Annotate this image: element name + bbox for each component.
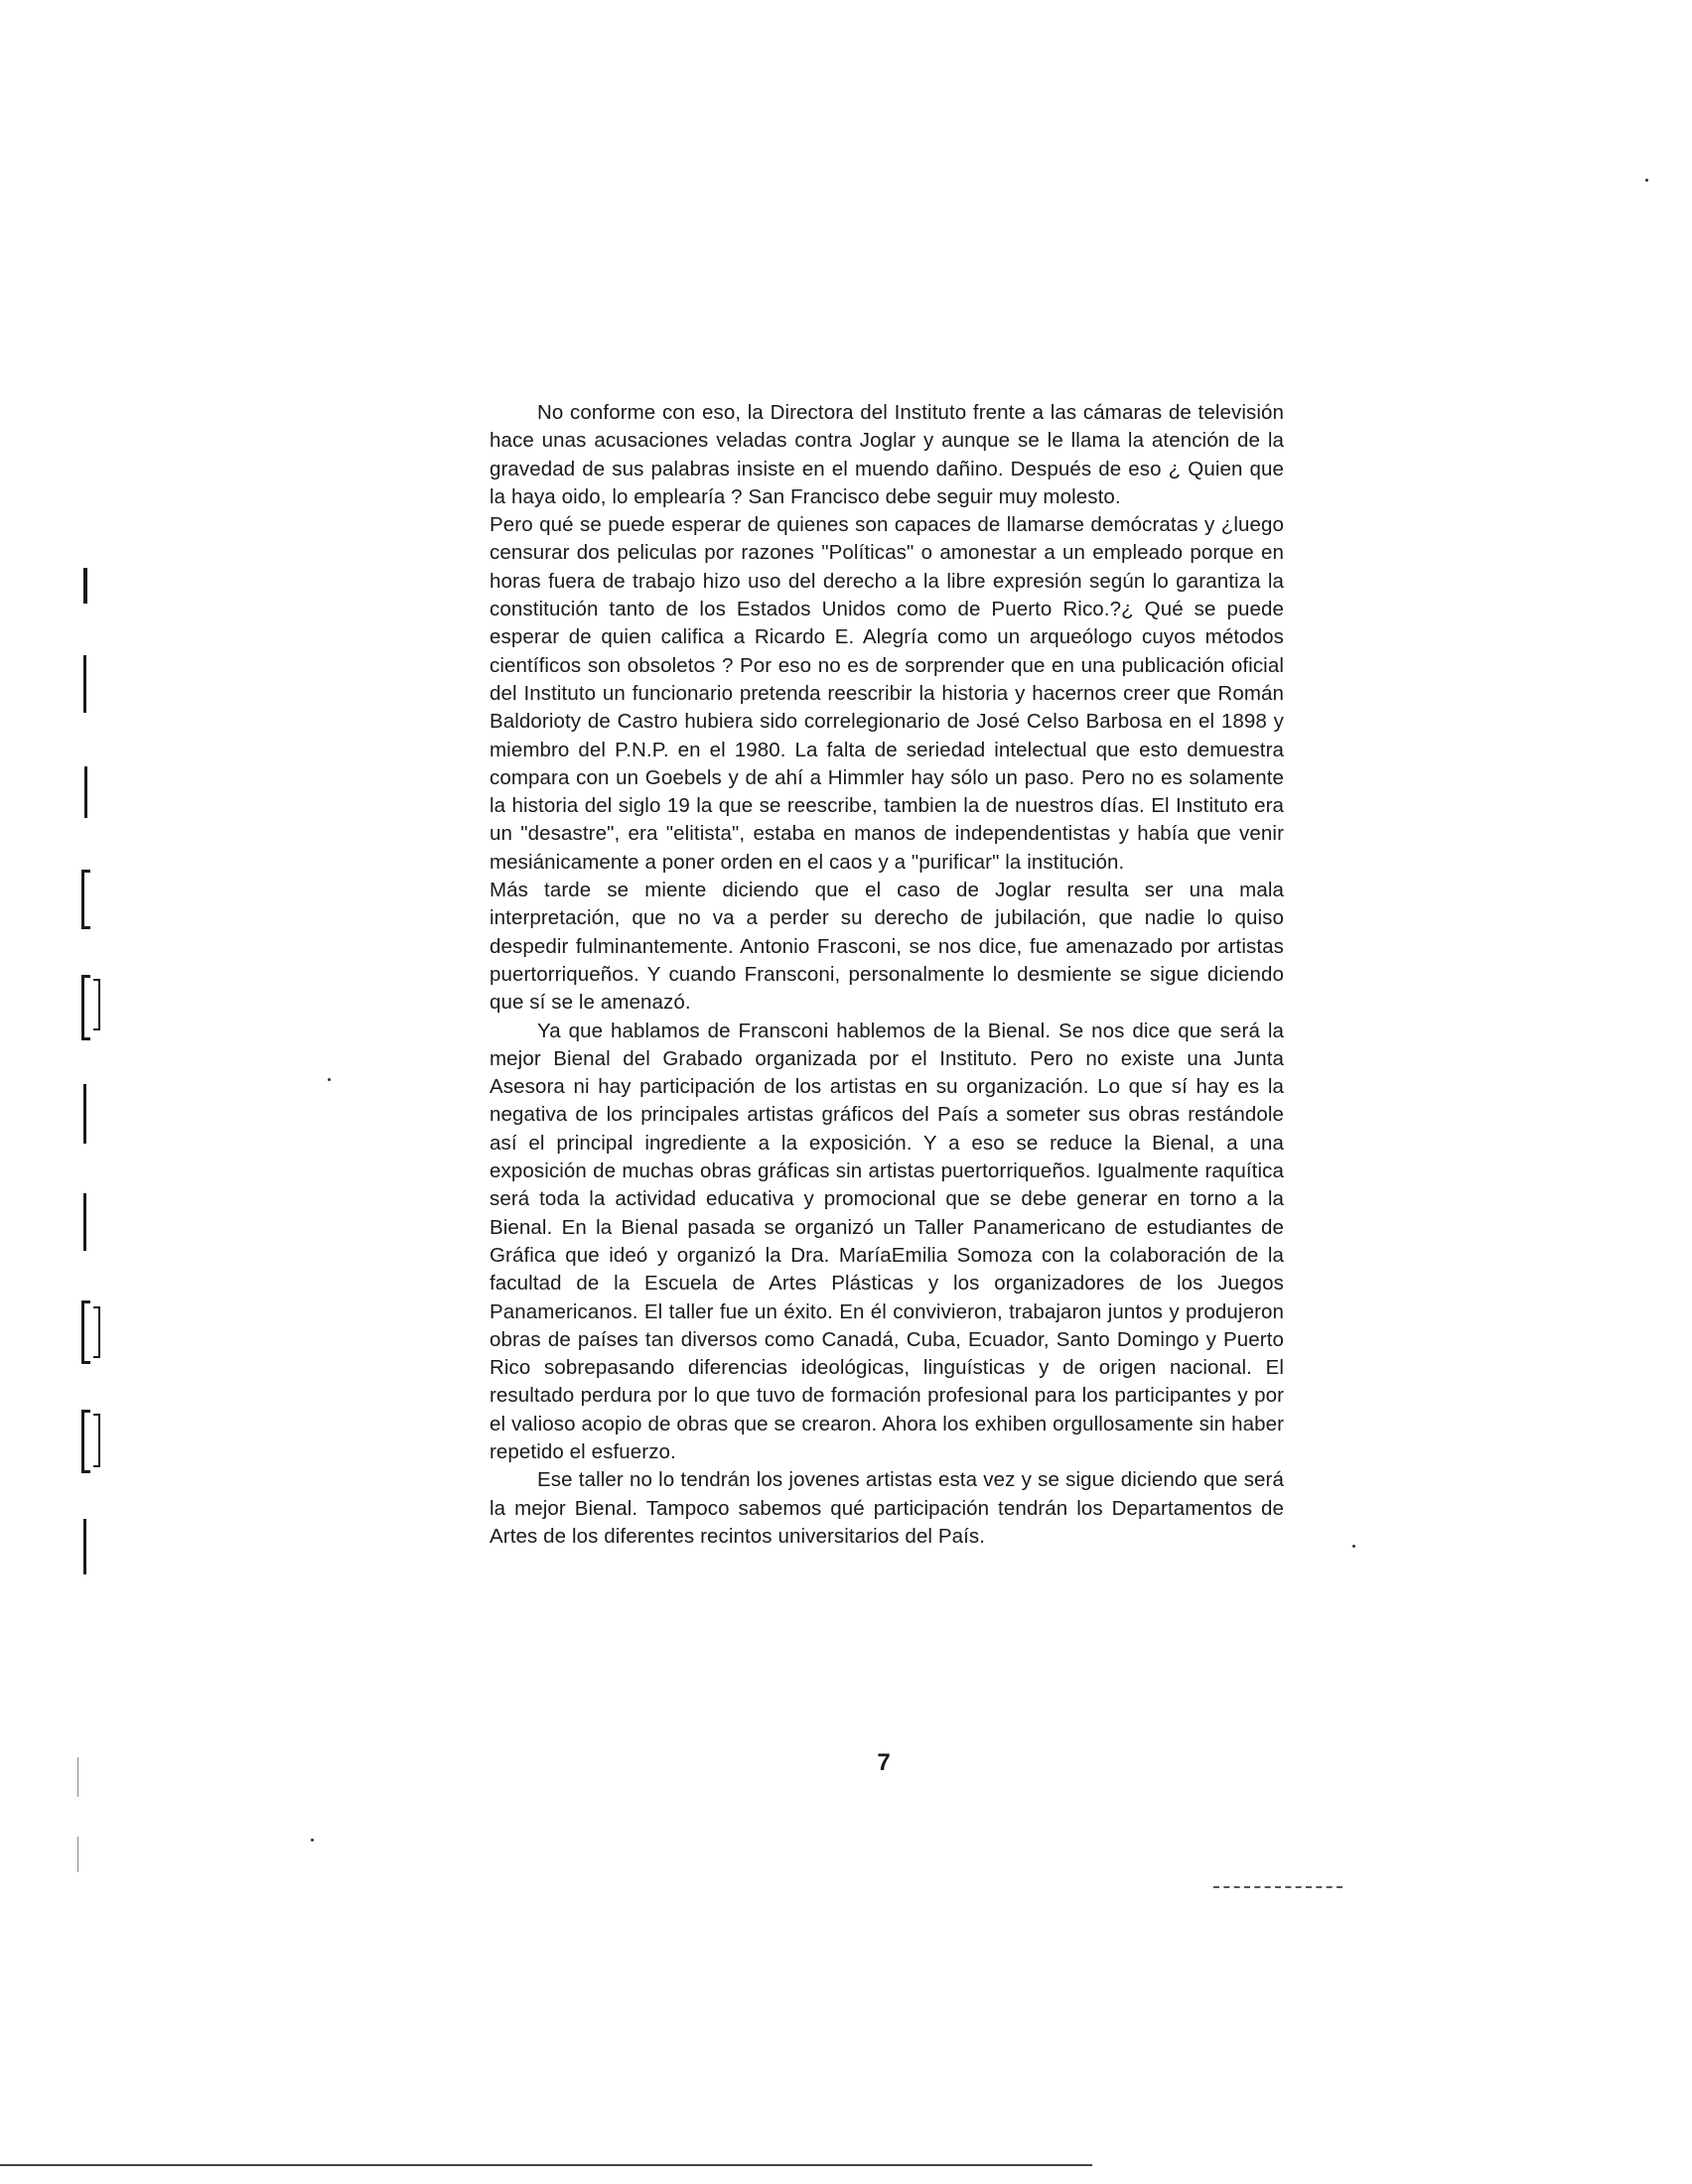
scan-mark: [83, 1193, 86, 1251]
scan-mark: [81, 870, 90, 929]
scan-mark: [328, 1078, 331, 1081]
paragraph-5: Ese taller no lo tendrán los jovenes artistas esta vez y se sigue diciendo que será la mejor Bienal. Tampoco sabemos qué participación tendrán los Departamentos de Artes de los diferentes recintos universitarios del País.: [490, 1468, 1284, 1548]
scan-mark: [1645, 179, 1648, 182]
body-text: [490, 399, 1284, 1551]
scan-mark: [0, 2164, 1092, 2166]
scan-mark: [83, 568, 87, 604]
paragraph-2: Pero qué se puede esperar de quienes son capaces de llamarse demócratas y ¿luego censurar dos peliculas por razones "Políticas" o amonestar a un empleado porque en horas fuera de trabajo hizo uso del derecho a la libre expresión según lo garantiza la constitución tanto de los Estados Unidos como de Puerto Rico.?¿ Qué se puede esperar de quien califica a Ricardo E. Alegría como un arqueólogo cuyos métodos científicos son obsoletos ? Por eso no es de sorprender que en una publicación oficial del Instituto un funcionario pretenda reescribir la historia y hacernos creer que Román Baldorioty de Castro hubiera sido correlegionario de José Celso Barbosa en el 1898 y miembro del P.N.P. en el 1980. La falta de seriedad intelectual que esto demuestra compara con un Goebels y de ahí a Himmler hay sólo un paso. Pero no es solamente la historia del siglo 19 la que se reescribe, tambien la de nuestros días. El Instituto era un "desastre", era "elitista", estaba en manos de independentistas y había que venir mesiánicamente a poner orden en el caos y a "purificar" la institución.: [490, 513, 1284, 874]
scan-mark: [83, 655, 86, 713]
paragraph-1: No conforme con eso, la Directora del Instituto frente a las cámaras de televisión hace unas acusaciones veladas contra Joglar y aunque se le llama la atención de la gravedad de sus palabras insiste en el muendo dañino. Después de eso ¿ Quien que la haya oido, lo emplearía ? San Francisco debe seguir muy molesto.: [490, 401, 1284, 508]
scan-mark: [77, 1837, 78, 1872]
scan-mark: [93, 1306, 100, 1358]
scan-mark: [81, 1410, 90, 1473]
page-number: 7: [877, 1749, 891, 1776]
scan-mark: [83, 1084, 86, 1144]
scan-mark: [84, 766, 87, 818]
paragraph-4: Ya que hablamos de Fransconi hablemos de la Bienal. Se nos dice que será la mejor Bienal del Grabado organizada por el Instituto. Pero no existe una Junta Asesora ni hay participación de los artistas en su organización. Lo que sí hay es la negativa de los principales artistas gráficos del País a someter sus obras restándole así el principal ingrediente a la exposición. Y a eso se reduce la Bienal, a una exposición de muchas obras gráficas sin artistas puertorriqueños. Igualmente raquítica será toda la actividad educativa y promocional que se debe generar en torno a la Bienal. En la Bienal pasada se organizó un Taller Panamericano de estudiantes de Gráfica que ideó y organizó la Dra. MaríaEmilia Somoza con la colaboración de la facultad de la Escuela de Artes Plásticas y los organizadores de los Juegos Panamericanos. El taller fue un éxito. En él convivieron, trabajaron juntos y produjeron obras de países tan diversos como Canadá, Cuba, Ecuador, Santo Domingo y Puerto Rico sobrepasando diferencias ideológicas, linguísticas y de origen nacional. El resultado perdura por lo que tuvo de formación profesional para los participantes y por el valioso acopio de obras que se crearon. Ahora los exhiben orgullosamente sin haber repetido el esfuerzo.: [490, 1019, 1284, 1463]
paragraph-3: Más tarde se miente diciendo que el caso de Joglar resulta ser una mala interpretación, que no va a perder su derecho de jubilación, que nadie lo quiso despedir fulminantemente. Antonio Frasconi, se nos dice, fue amenazado por artistas puertorriqueños. Y cuando Fransconi, personalmente lo desmiente se sigue diciendo que sí se le amenazó.: [490, 879, 1284, 1015]
scan-mark: [1352, 1545, 1355, 1548]
scan-mark: [311, 1839, 314, 1842]
scan-mark: [93, 1414, 100, 1467]
scan-mark: [77, 1757, 78, 1797]
scan-mark: [93, 979, 100, 1030]
scan-mark: [83, 1519, 86, 1574]
scan-mark: [81, 975, 90, 1040]
scan-mark: [1213, 1886, 1342, 1888]
scan-mark: [81, 1300, 90, 1364]
